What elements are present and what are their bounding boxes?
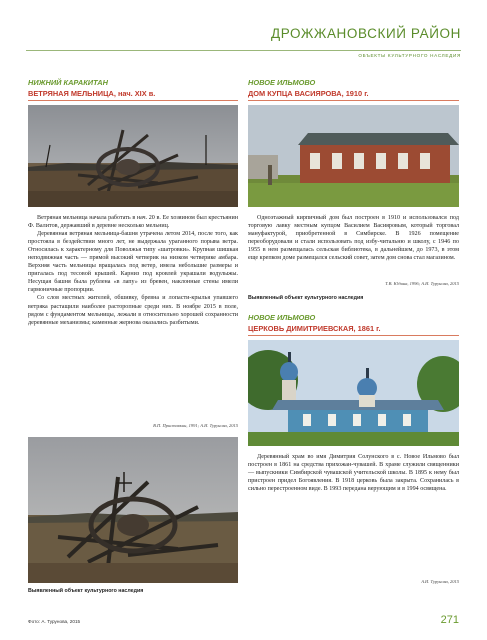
merchant-house-photo xyxy=(248,105,459,207)
house-title-rule xyxy=(248,100,459,101)
church-title: ЦЕРКОВЬ ДИМИТРИЕВСКАЯ, 1861 г. xyxy=(248,324,381,333)
church-title-rule xyxy=(248,335,459,336)
page-number: 271 xyxy=(440,614,459,626)
photo-credit: Фото: А. Турунова, 2015 xyxy=(28,619,81,624)
windmill-paragraph: Ветряная мельница начала работать в нач. 20 в. Ее хозяином был крестьянин Ф. Валитов, державший в деревне несколько мельниц. xyxy=(28,215,238,230)
region-subtitle: ОБЪЕКТЫ КУЛЬТУРНОГО НАСЛЕДИЯ xyxy=(358,53,461,58)
house-title: ДОМ КУПЦА ВАСИЯРОВА, 1910 г. xyxy=(248,89,369,98)
windmill-mechanism-photo xyxy=(28,437,238,583)
church-photo xyxy=(248,340,459,446)
church-paragraph: Деревянный храм во имя Димитрия Солунского в с. Новое Ильмово был построен в 1861 на средства прихожан-чувашей. В храме служили священники — выпускники Симбирской чувашской учительской школы. В 1895 к нему был пристроен придел Богоявления. В 1918 церковь была закрыта. Сохранилась в сильно перестроенном виде. В 1993 передана верующим и в 1994 освящена. xyxy=(248,454,459,493)
windmill-text xyxy=(28,214,238,327)
windmill-paragraph: Со слов местных жителей, обшивку, бревна и лопасти-крылья упавшего ветряка растащили наиболее расторопные среди них. В ноябре 2015 в поле, рядом с фундаментом мельницы, лежали в относительно хорошей сохранности деревянные механизмы; каменные жернова оказались разбитыми. xyxy=(28,295,238,326)
windmill-ruins-photo xyxy=(28,105,238,207)
church-credit: А.И. Турунова, 2015 xyxy=(421,579,459,584)
windmill-title-rule xyxy=(28,100,238,101)
windmill-paragraph: Деревянная ветряная мельница-башня утрачена летом 2014, после того, как простояла в бездействии много лет, не выдержала ураганного порыва ветра. Относилась к характерному для Поволжья типу «шатровки». Крупная шишкая неподвижная часть — прямой высокий четверик на низком четверике амбара. Верхняя часть мельницы вращалась под ветер, имела небольшие размеры и пригалась под тесовой крышей. Карниз под кровлей украшали водулыжы. Несущая башня была рублена «в лапу» из бревен, наклонные стены имели гармоничные пропорции. xyxy=(28,231,238,294)
windmill-credit: В.П. Приставкин, 1991; А.И. Турунова, 2015 xyxy=(153,423,238,428)
house-text xyxy=(248,214,459,262)
region-title: ДРОЖЖАНОВСКИЙ РАЙОН xyxy=(270,26,461,41)
house-paragraph: Одноэтажный кирпичный дом был построен в 1910 и использовался под торговую лавку местным купцом Василием Васияровым, который торговал мануфактурой, приобретенной в Симбирске. В 1926 помещение переоборудовали и стали использовать под избу-читальню и школу, с 1946 по 1955 в нем размещалась сельская библиотека, в дальнейшем, до 1973, в этом еще крепком доме размещался сельский совет, затем дом снова стал магазином. xyxy=(248,215,459,262)
windmill-heritage-label: Выявленный объект культурного наследия xyxy=(28,588,144,594)
house-credit: Т.В. Юдина, 1996; А.И. Турунова, 2015 xyxy=(385,281,459,286)
windmill-title: ВЕТРЯНАЯ МЕЛЬНИЦА, нач. XIX в. xyxy=(28,89,156,98)
header-divider xyxy=(26,50,461,51)
church-text xyxy=(248,453,459,493)
house-heritage-label: Выявленный объект культурного наследия xyxy=(248,295,364,301)
windmill-location: НИЖНИЙ КАРАКИТАН xyxy=(28,78,108,87)
house-location: НОВОЕ ИЛЬМОВО xyxy=(248,78,316,87)
church-location: НОВОЕ ИЛЬМОВО xyxy=(248,313,316,322)
